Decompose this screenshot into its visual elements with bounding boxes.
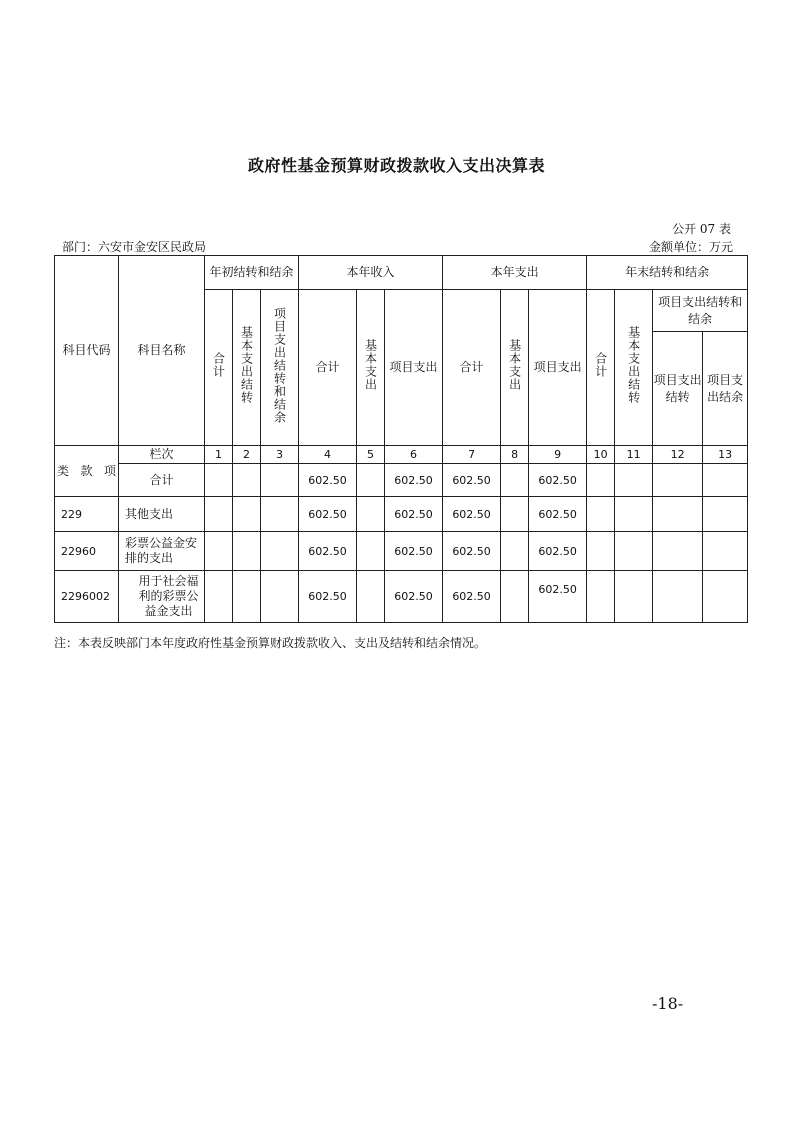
header-group-income: 本年收入 (299, 256, 443, 290)
cell: 602.50 (529, 532, 587, 571)
header-end-basic-carry: 基本支出结转 (615, 290, 653, 446)
col-number: 13 (703, 446, 748, 464)
header-income-basic: 基本支出 (357, 290, 385, 446)
cell (205, 464, 233, 497)
cell (233, 497, 261, 532)
cell (587, 497, 615, 532)
table-row (55, 571, 748, 623)
header-end-project-group: 项目支出结转和结余 (653, 290, 748, 332)
cell (615, 571, 653, 623)
cell (653, 464, 703, 497)
cell (357, 464, 385, 497)
cell: 602.50 (529, 464, 587, 497)
cell (261, 464, 299, 497)
col-number: 5 (357, 446, 385, 464)
col-number: 4 (299, 446, 357, 464)
cell: 602.50 (299, 571, 357, 623)
table-id: 公开 07 表 (672, 222, 731, 236)
cell (587, 532, 615, 571)
cell (501, 497, 529, 532)
cell (261, 497, 299, 532)
budget-table (54, 255, 748, 623)
cell: 602.50 (385, 532, 443, 571)
header-begin-project-carry-balance: 项目支出结转和结余 (261, 290, 299, 446)
header-code: 科目代码 (55, 256, 119, 446)
cell: 602.50 (443, 497, 501, 532)
table-row (55, 532, 748, 571)
col-number: 10 (587, 446, 615, 464)
cell: 602.50 (443, 571, 501, 623)
header-class: 类 (57, 463, 70, 478)
table-row (55, 464, 748, 497)
table-row (55, 497, 748, 532)
header-class-section-item (55, 446, 119, 497)
header-name: 科目名称 (119, 256, 205, 446)
cell (501, 532, 529, 571)
header-section: 款 (80, 463, 93, 478)
page-number: -18- (652, 994, 684, 1013)
cell: 602.50 (299, 532, 357, 571)
col-number: 1 (205, 446, 233, 464)
cell (703, 571, 748, 623)
unit-label: 金额单位：万元 (648, 240, 733, 254)
cell (703, 464, 748, 497)
header-expense-project: 项目支出 (529, 290, 587, 446)
cell (261, 571, 299, 623)
header-begin-basic-carry: 基本支出结转 (233, 290, 261, 446)
col-number: 11 (615, 446, 653, 464)
cell (615, 464, 653, 497)
cell (501, 571, 529, 623)
cell: 602.50 (385, 571, 443, 623)
cell (357, 532, 385, 571)
cell: 602.50 (443, 532, 501, 571)
cell: 602.50 (299, 464, 357, 497)
cell (261, 532, 299, 571)
cell (233, 532, 261, 571)
cell (703, 532, 748, 571)
row-code: 229 (55, 497, 119, 532)
cell: 602.50 (385, 464, 443, 497)
row-name: 其他支出 (119, 497, 205, 532)
cell (205, 571, 233, 623)
cell (233, 571, 261, 623)
header-expense-total: 合计 (443, 290, 501, 446)
page-title: 政府性基金预算财政拨款收入支出决算表 (247, 156, 545, 175)
header-group-begin: 年初结转和结余 (205, 256, 299, 290)
header-group-end: 年末结转和结余 (587, 256, 748, 290)
row-number-label: 栏次 (119, 446, 205, 464)
cell: 602.50 (385, 497, 443, 532)
cell (587, 464, 615, 497)
cell (653, 571, 703, 623)
cell: 602.50 (529, 571, 587, 623)
cell: 602.50 (529, 497, 587, 532)
header-end-project-carry: 项目支出结转 (653, 332, 703, 446)
table-note: 注：本表反映部门本年度政府性基金预算财政拨款收入、支出及结转和结余情况。 (54, 636, 487, 650)
row-code: 22960 (55, 532, 119, 571)
col-number: 12 (653, 446, 703, 464)
cell (587, 571, 615, 623)
header-begin-total: 合计 (205, 290, 233, 446)
cell (233, 464, 261, 497)
col-number: 8 (501, 446, 529, 464)
cell: 602.50 (299, 497, 357, 532)
cell (703, 497, 748, 532)
cell (653, 532, 703, 571)
header-end-total: 合计 (587, 290, 615, 446)
cell (501, 464, 529, 497)
col-number: 2 (233, 446, 261, 464)
row-name: 用于社会福利的彩票公益金支出 (119, 571, 205, 623)
header-end-project-balance: 项目支出结余 (703, 332, 748, 446)
cell (357, 571, 385, 623)
col-number: 7 (443, 446, 501, 464)
header-income-project: 项目支出 (385, 290, 443, 446)
col-number: 6 (385, 446, 443, 464)
cell (653, 497, 703, 532)
header-group-expense: 本年支出 (443, 256, 587, 290)
cell (357, 497, 385, 532)
cell (615, 532, 653, 571)
department-label: 部门：六安市金安区民政局 (62, 240, 207, 254)
header-expense-basic: 基本支出 (501, 290, 529, 446)
row-name: 合计 (119, 464, 205, 497)
cell (205, 497, 233, 532)
row-code: 2296002 (55, 571, 119, 623)
row-name: 彩票公益金安排的支出 (119, 532, 205, 571)
col-number: 9 (529, 446, 587, 464)
cell (205, 532, 233, 571)
header-item: 项 (103, 463, 116, 478)
cell: 602.50 (443, 464, 501, 497)
header-income-total: 合计 (299, 290, 357, 446)
col-number: 3 (261, 446, 299, 464)
cell (615, 497, 653, 532)
